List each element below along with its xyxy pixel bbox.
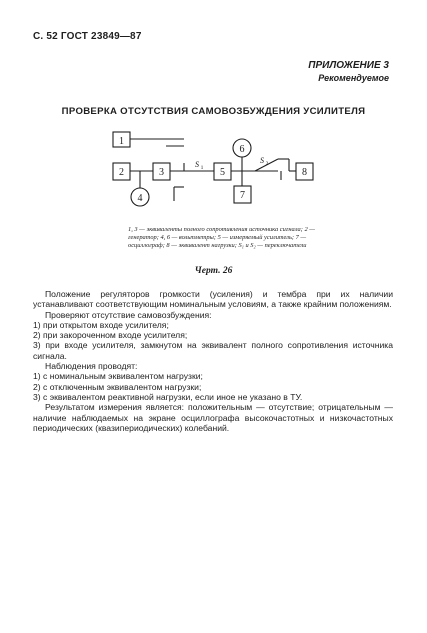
switch-s2-subscript: 2 xyxy=(265,161,269,167)
block-7-label: 7 xyxy=(240,190,245,201)
switch-s1-subscript: 1 xyxy=(200,165,204,171)
appendix-label: ПРИЛОЖЕНИЕ 3 xyxy=(308,60,389,71)
page-header: С. 52 ГОСТ 23849—87 xyxy=(33,31,142,42)
figure-legend: 1, 3 — эквиваленты полного сопротивления источника сигнала; 2 — генератор; 4, 6 — вольтметры; 5 — измеряемый усилитель; 7 — осциллограф; 8 — эквивалент нагрузки; S₁ и S₂ — переключатели xyxy=(128,226,315,250)
appendix-status: Рекомендуемое xyxy=(318,73,389,83)
list-item: 1) при открытом входе усилителя; xyxy=(33,319,169,330)
switch-s1-label: S xyxy=(195,160,199,169)
list-item: 3) с эквивалентом реактивной нагрузки, если иное не указано в ТУ. xyxy=(33,391,303,402)
body-text xyxy=(33,289,393,433)
block-2-label: 2 xyxy=(119,167,124,178)
block-4-label: 4 xyxy=(137,193,143,204)
paragraph-3: Наблюдения проводят: xyxy=(45,361,138,372)
block-6-label: 6 xyxy=(239,144,245,155)
section-title: ПРОВЕРКА ОТСУТСТВИЯ САМОВОЗБУЖДЕНИЯ УСИЛИТЕЛЯ xyxy=(61,106,366,117)
block-8-label: 8 xyxy=(302,167,307,178)
block-3-label: 3 xyxy=(159,167,164,178)
list-item: 2) с отключенным эквивалентом нагрузки; xyxy=(33,381,202,392)
list-item: 1) с номинальным эквивалентом нагрузки; xyxy=(33,371,203,382)
block-5-label: 5 xyxy=(220,167,225,178)
switch-s2-label: S xyxy=(260,156,264,165)
list-item: 3) при входе усилителя, замкнутом на эквивалент полного сопротивления источника сигнала. xyxy=(33,340,393,361)
list-item: 2) при закороченном входе усилителя; xyxy=(33,330,188,341)
block-1-label: 1 xyxy=(119,136,124,147)
paragraph-2: Проверяют отсутствие самовозбуждения: xyxy=(45,309,212,320)
paragraph-1: Положение регуляторов громкости (усиления) и тембра при их наличии устанавливают соответствующим номинальным условиям, а также крайним положениям. xyxy=(33,289,393,310)
figure-caption: Черт. 26 xyxy=(194,266,233,276)
paragraph-4: Результатом измерения является: положительным — отсутствие; отрицательным — наличие наблюдаемых на экране осциллографа высокочастотных и низкочастотных периодических (квазипериодических) колебаний. xyxy=(33,402,393,433)
